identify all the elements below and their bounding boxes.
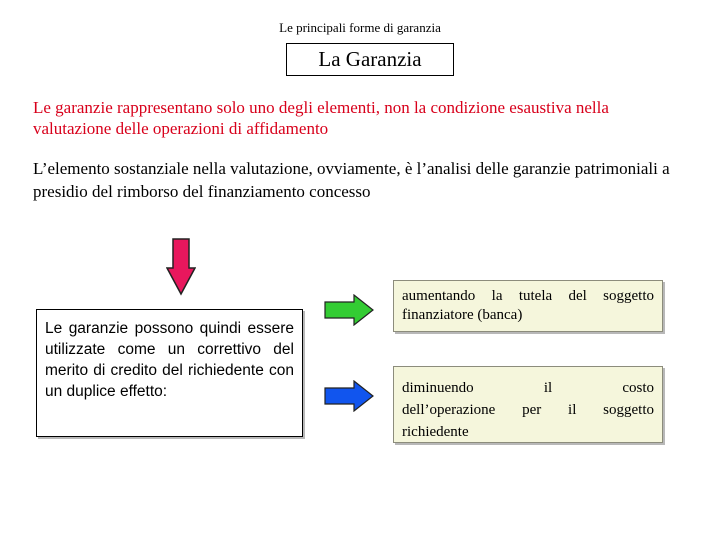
black-paragraph: L’elemento sostanziale nella valutazione, ovviamente, è l’analisi delle garanzie patrimoniali a presidio del rimborso del finanziamento concesso	[33, 159, 670, 201]
slide-header: Le principali forme di garanzia	[279, 20, 441, 35]
blue-outcome-box	[393, 366, 663, 443]
arrow-down-icon	[166, 238, 196, 296]
green-box-text: aumentando la tutela del soggetto finanziatore (banca)	[402, 288, 654, 323]
blue-box-line-3: richiedente	[402, 424, 469, 440]
blue-box-line-1: diminuendo il costo	[402, 380, 654, 396]
green-outcome-box	[393, 280, 663, 332]
slide-title-text: La Garanzia	[318, 47, 422, 71]
red-paragraph: Le garanzie rappresentano solo uno degli elementi, non la condizione esaustiva nella valutazione delle operazioni di affidamento	[33, 98, 609, 138]
left-text-box	[36, 309, 303, 437]
blue-arrow-right-icon	[324, 380, 374, 412]
green-arrow-right-icon	[324, 294, 374, 326]
blue-box-line-2: dell’operazione per il soggetto	[402, 402, 654, 418]
left-box-text: Le garanzie possono quindi essere utilizzate come un correttivo del merito di credito del richiedente con un duplice effetto:	[45, 320, 294, 400]
slide-title	[286, 43, 454, 76]
